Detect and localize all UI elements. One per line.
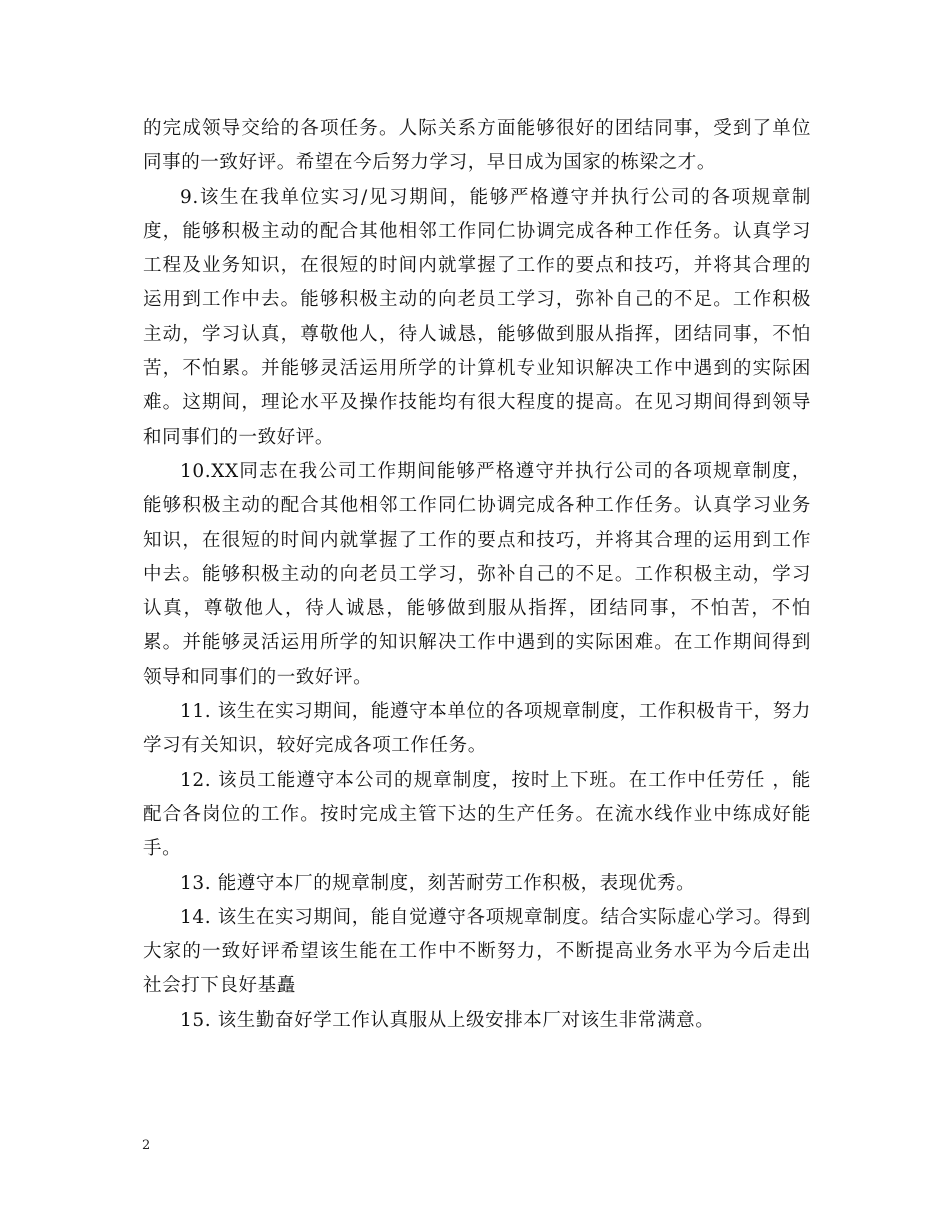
page-number: 2 — [142, 1138, 151, 1153]
paragraph-item-13: 13. 能遵守本厂的规章制度，刻苦耐劳工作积极，表现优秀。 — [180, 872, 696, 894]
paragraph-item-12: 12. 该员工能遵守本公司的规章制度，按时上下班。在工作中任劳任 ，能配合各岗位的工作。按时完成主管下达的生产任务。在流水线作业中练成好能手。 — [143, 769, 811, 860]
paragraph-item-9: 9.该生在我单位实习/见习期间，能够严格遵守并执行公司的各项规章制度，能够积极主动的配合其他相邻工作同仁协调完成各种工作任务。认真学习工程及业务知识，在很短的时间内就掌握了工作的要点和技巧，并将其合理的运用到工作中去。能够积极主动的向老员工学习，弥补自己的不足。工作积极主动，学习认真，尊敬他人，待人诚恳，能够做到服从指挥，团结同事，不怕苦，不怕累。并能够灵活运用所学的计算机专业知识解决工作中遇到的实际困难。这期间，理论水平及操作技能均有很大程度的提高。在见习期间得到领导和同事们的一致好评。 — [143, 186, 811, 448]
paragraph-item-15: 15. 该生勤奋好学工作认真服从上级安排本厂对该生非常满意。 — [180, 1009, 715, 1031]
paragraph-item-11: 11. 该生在实习期间，能遵守本单位的各项规章制度，工作积极肯干，努力学习有关知识，较好完成各项工作任务。 — [143, 701, 811, 757]
paragraph-continued: 的完成领导交给的各项任务。人际关系方面能够很好的团结同事，受到了单位同事的一致好评。希望在今后努力学习，早日成为国家的栋梁之才。 — [143, 118, 811, 174]
document-body — [143, 112, 811, 1038]
paragraph-item-14: 14. 该生在实习期间，能自觉遵守各项规章制度。结合实际虚心学习。得到大家的一致好评希望该生能在工作中不断努力，不断提高业务水平为今后走出社会打下良好基矗 — [143, 906, 811, 997]
paragraph-item-10: 10.XX同志在我公司工作期间能够严格遵守并执行公司的各项规章制度，能够积极主动的配合其他相邻工作同仁协调完成各种工作任务。认真学习业务知识，在很短的时间内就掌握了工作的要点和技巧，并将其合理的运用到工作中去。能够积极主动的向老员工学习，弥补自己的不足。工作积极主动，学习认真，尊敬他人，待人诚恳，能够做到服从指挥，团结同事，不怕苦，不怕累。并能够灵活运用所学的知识解决工作中遇到的实际困难。在工作期间得到领导和同事们的一致好评。 — [143, 460, 811, 688]
